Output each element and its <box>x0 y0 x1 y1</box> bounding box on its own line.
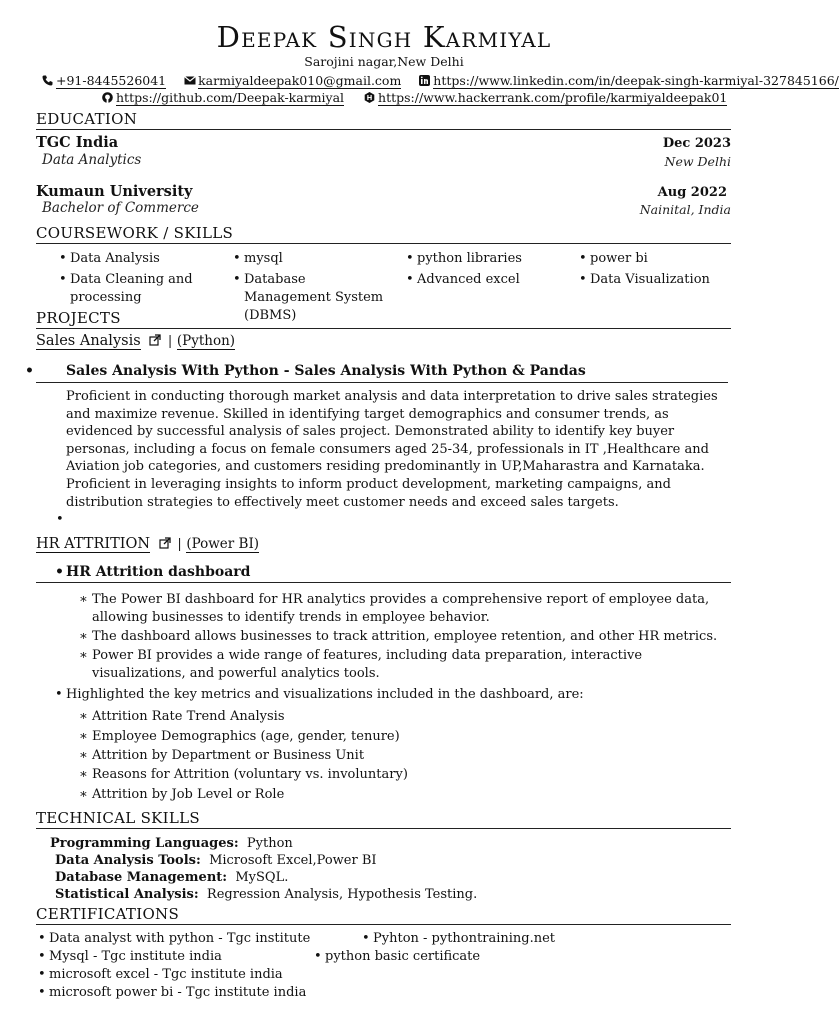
skill-item: • Data Visualization <box>590 271 740 289</box>
email-link[interactable]: karmiyaldeepak010@gmail.com <box>198 73 402 88</box>
skill-item: • Data Cleaning and processing <box>70 271 220 307</box>
cert-item: • python basic certificate <box>325 948 480 966</box>
tech-row <box>50 886 477 903</box>
hackerrank-link[interactable]: https://www.hackerrank.com/profile/karmiyaldeepak01 <box>378 90 728 105</box>
linkedin-link[interactable]: https://www.linkedin.com/in/deepak-singh-karmiyal-327845166/ <box>433 73 839 88</box>
cert-item: • Pyhton - pythontraining.net <box>373 930 555 948</box>
edu-place-2: Nainital, India <box>639 202 731 217</box>
edu-degree-1: Data Analytics <box>42 152 142 168</box>
edu-org-1: TGC India <box>36 134 119 151</box>
hr-highlight: • Highlighted the key metrics and visualizations included in the dashboard, are: <box>66 686 730 704</box>
cert-item: • microsoft excel - Tgc institute india <box>49 966 283 984</box>
tech-label: Data Analysis Tools: <box>55 853 201 868</box>
email-icon <box>184 74 195 85</box>
phone-link[interactable]: +91-8445526041 <box>56 73 167 88</box>
skill-item: • Database Management System (DBMS) <box>244 271 394 325</box>
tech-row <box>50 869 477 886</box>
project-1-link[interactable]: Sales Analysis <box>36 333 141 349</box>
tech-row <box>50 835 477 852</box>
cert-item: • microsoft power bi - Tgc institute india <box>49 984 306 1002</box>
project-1-heading-text: Sales Analysis With Python - Sales Analysis With Python & Pandas <box>66 363 586 379</box>
github-icon <box>102 91 113 102</box>
tech-label: Database Management: <box>55 870 228 885</box>
external-link-icon[interactable] <box>149 334 160 345</box>
project-2-heading-text: HR Attrition dashboard <box>66 564 251 580</box>
github-link[interactable]: https://github.com/Deepak-karmiyal <box>116 90 345 105</box>
cert-item: • Data analyst with python - Tgc institute <box>49 930 310 948</box>
hr-point-1: ∗ The Power BI dashboard for HR analytics provides a comprehensive report of employee data, allowing businesses to identify trends in employee behavior. <box>92 591 732 626</box>
hr-metric: ∗ Attrition by Department or Business Unit <box>92 747 364 765</box>
edu-degree-2: Bachelor of Commerce <box>42 200 199 216</box>
skill-item: • Data Analysis <box>70 250 220 268</box>
tech-value: Regression Analysis, Hypothesis Testing. <box>206 887 478 902</box>
phone-icon <box>42 74 53 85</box>
skill-item: • power bi <box>590 250 740 268</box>
empty-bullet: • <box>56 512 64 527</box>
contact-row-1 <box>42 73 839 88</box>
project-2-heading: • HR Attrition dashboard <box>36 564 731 583</box>
hr-metric: ∗ Attrition Rate Trend Analysis <box>92 708 285 726</box>
edu-date-1: Dec 2023 <box>662 136 731 151</box>
project-1-heading <box>36 362 728 383</box>
coursework-heading: COURSEWORK / SKILLS <box>36 224 731 244</box>
project-2-link[interactable]: HR ATTRITION <box>36 536 151 552</box>
edu-place-1: New Delhi <box>664 154 731 169</box>
skill-item: • Advanced excel <box>417 271 567 289</box>
external-link-icon[interactable] <box>159 537 170 548</box>
education-heading: EDUCATION <box>36 110 731 130</box>
contact-row-2 <box>102 90 727 105</box>
tech-label: Statistical Analysis: <box>55 887 199 902</box>
projects-heading: PROJECTS <box>36 309 731 329</box>
project-2-title-row: HR ATTRITION | (Power BI) <box>36 536 260 552</box>
hackerrank-icon <box>364 91 375 102</box>
project-1-description: Proficient in conducting thorough market analysis and data interpretation to drive sales strategies and maximize revenue. Skilled in identifying target demographics and consumer trends, as evidenced by successful analysis of sales project. Demonstrated ability to identify key buyer personas, including a focus on female consumers aged 25-34, professionals in IT ,Healthcare and Aviation job categories, and customers residing predominantly in UP,Maharastra and Karnataka. Proficient in leveraging insights to inform product development, marketing campaigns, and distribution strategies to effectively meet customer needs and exceed sales targets. <box>66 389 718 510</box>
project-2-tech: (Power BI) <box>186 536 260 552</box>
project-1-tech: (Python) <box>176 333 236 349</box>
edu-date-2: Aug 2022 <box>657 185 727 200</box>
hr-metric: ∗ Employee Demographics (age, gender, tenure) <box>92 728 400 746</box>
linkedin-icon <box>419 74 430 85</box>
tech-skills-table <box>50 835 477 903</box>
tech-row <box>50 852 477 869</box>
hr-metric: ∗ Reasons for Attrition (voluntary vs. involuntary) <box>92 766 408 784</box>
hr-point-2: ∗ The dashboard allows businesses to track attrition, employee retention, and other HR metrics. <box>92 628 732 646</box>
edu-org-2: Kumaun University <box>36 183 193 200</box>
skill-item: • mysql <box>244 250 394 268</box>
hr-metric: ∗ Attrition by Job Level or Role <box>92 786 284 804</box>
tech-value: Microsoft Excel,Power BI <box>209 853 377 868</box>
certifications-heading: CERTIFICATIONS <box>36 905 731 925</box>
address: Sarojini nagar,New Delhi <box>304 54 464 69</box>
tech-label: Programming Languages: <box>50 836 239 851</box>
hr-point-3: ∗ Power BI provides a wide range of features, including data preparation, interactive visualizations, and powerful analytics tools. <box>92 647 732 682</box>
project-1-title-row: Sales Analysis | (Python) <box>36 333 236 349</box>
skill-item: • python libraries <box>417 250 567 268</box>
candidate-name: Deepak Singh Karmiyal <box>216 20 552 54</box>
technical-skills-heading: TECHNICAL SKILLS <box>36 809 731 829</box>
tech-value: MySQL. <box>235 870 289 885</box>
tech-value: Python <box>246 836 293 851</box>
cert-item: • Mysql - Tgc institute india <box>49 948 222 966</box>
